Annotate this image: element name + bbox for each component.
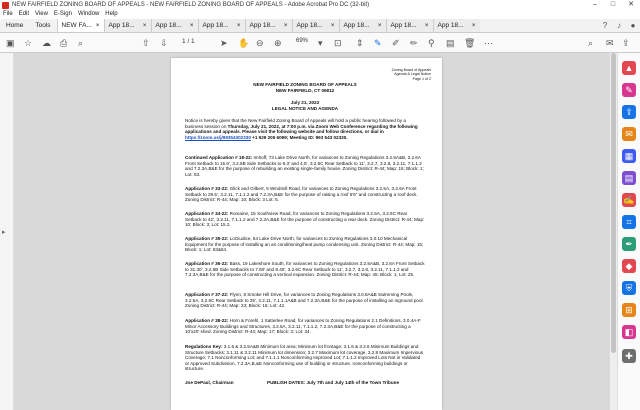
corner-line: Zoning Board of Appeals xyxy=(391,68,431,72)
zoom-out-icon[interactable]: ⊖ xyxy=(256,38,264,48)
more-icon[interactable]: ⋯ xyxy=(484,38,493,48)
close-tab-icon[interactable]: × xyxy=(283,22,288,29)
intro-dial-text: +1 929 205 6099; Meeting ID: 993 543 02330. xyxy=(250,134,348,140)
close-tab-icon[interactable]: × xyxy=(236,22,241,29)
page-current[interactable]: 1 xyxy=(182,38,186,45)
doc-tab[interactable] xyxy=(151,19,198,32)
tag-icon[interactable]: ⌕ xyxy=(588,38,594,48)
draw-icon[interactable]: ✏ xyxy=(410,38,418,48)
expand-left-panel-icon[interactable]: ▸ xyxy=(2,229,6,236)
comment-icon[interactable]: ✎ xyxy=(374,38,382,48)
corner-line: Agenda & Legal Notice xyxy=(394,72,431,77)
application-body: Romaine, 15 Southview Road, for variances to Zoning Regulations 3.2.5A, 3.2.6C Rear Setback to 42', 3.2.11, 7.1.1.2 and 7.2.3A,B&E for the purpose of constructing a rear deck. Zoning District: R-44; Map: 10; Block: 3; Lot: 15.2. xyxy=(185,211,425,228)
fill-sign-icon[interactable]: ✒ xyxy=(622,237,636,251)
main-toolbar xyxy=(0,33,640,53)
compress-pdf-icon[interactable]: ◆ xyxy=(622,259,636,273)
comment-tool-icon[interactable]: ✉ xyxy=(622,127,636,141)
doc-tab-active[interactable] xyxy=(57,19,104,32)
menu-help[interactable]: Help xyxy=(105,11,118,17)
doc-tab-label: App 18... xyxy=(390,22,417,29)
measure-icon[interactable]: ⊞ xyxy=(622,303,636,317)
page-number[interactable] xyxy=(182,38,195,45)
tab-tools[interactable]: Tools xyxy=(35,22,51,29)
zoom-meeting-link[interactable]: https://zoom.us/j/99354302330 xyxy=(185,134,251,140)
application-heading: Application # 34-22: xyxy=(185,211,229,216)
application-body: Imhoff, 73 Lake Drive North, for variances to Zoning Regulations 3.2.5A&B, 3.2.6A Front Setback to 15.6', 3.2.6B Side Setbacks to 9.3' and 4.5', 3.2.6C Rear Setback to 11', 3.2.7, 3.2.8, 3.2.11, 7.1.1.2 and 7.2.3A,B&E for the purpose of rebuilding an existing single-family house. Zoning District: R-44; Map: 15; Block: 1; Lot: 53. xyxy=(185,155,424,177)
close-tab-icon[interactable]: × xyxy=(189,22,194,29)
window-titlebar xyxy=(0,0,640,10)
doc-tab-label: App 18... xyxy=(343,22,370,29)
select-cursor-icon[interactable]: ➤ xyxy=(220,38,228,48)
bookmark-star-icon[interactable]: ☆ xyxy=(24,38,33,48)
page-corner-header xyxy=(371,68,431,81)
intro-text: Notice is hereby given that the New Fairfield Zoning Board of Appeals will hold a public hearing followed by a business session on xyxy=(185,118,406,129)
close-tab-icon[interactable]: × xyxy=(377,22,382,29)
doc-tab[interactable] xyxy=(104,19,151,32)
window-title: NEW FAIRFIELD ZONING BOARD OF APPEALS - NEW FAIRFIELD ZONING BOARD OF APPEALS - Adobe Acrobat Pro DC (32-bit) xyxy=(12,2,370,8)
upload-cloud-icon[interactable]: ☁ xyxy=(42,38,51,48)
application-body: LoGiudice, 54 Lake Drive North, for variances to Zoning Regulations 3.0.10 Mechanical Equipment for the purpose of installing an air conditioning/heat pump condensing unit. Zoning District: R-44; Map: 15; Block: 1; Lot: 63&64. xyxy=(185,236,424,253)
application-paragraph xyxy=(185,155,425,177)
doc-subtitle: LEGAL NOTICE AND AGENDA xyxy=(271,106,339,111)
more-tools-icon[interactable]: ✚ xyxy=(622,349,636,363)
maximize-icon[interactable]: □ xyxy=(610,1,616,8)
email-icon[interactable]: ✉ xyxy=(606,38,614,48)
page-total: / 1 xyxy=(187,38,195,45)
stamp-icon[interactable]: ⚲ xyxy=(428,38,435,48)
doc-date: July 21, 2022 xyxy=(290,100,320,105)
close-tab-icon[interactable]: × xyxy=(424,22,429,29)
publish-dates: PUBLISH DATES: July 7th and July 14th of the Town Tribune xyxy=(267,380,400,385)
close-tab-icon[interactable]: × xyxy=(330,22,335,29)
doc-tab-label: App 18... xyxy=(155,22,182,29)
close-tab-icon[interactable]: × xyxy=(471,22,476,29)
combine-files-icon[interactable]: ▦ xyxy=(622,149,636,163)
menu-file[interactable]: File xyxy=(3,11,13,17)
application-heading: Application # 37-22: xyxy=(185,292,229,297)
delete-icon[interactable]: 🗑 xyxy=(464,38,476,48)
zoom-level[interactable]: 69% xyxy=(296,38,309,44)
menu-window[interactable]: Window xyxy=(77,11,100,17)
search-icon[interactable]: ⌕ xyxy=(78,38,84,48)
left-panel xyxy=(0,53,14,410)
page-down-icon[interactable]: ⇩ xyxy=(160,38,168,48)
application-heading: Application # 35-22: xyxy=(185,236,229,241)
doc-tab[interactable] xyxy=(433,19,480,32)
highlight-pen-icon[interactable]: ✐ xyxy=(392,38,400,48)
application-heading: Application # 36-22: xyxy=(185,261,229,266)
close-tab-icon[interactable]: × xyxy=(95,22,100,29)
application-body: Horn & Forehl, 1 Satterlee Road, for variances to Zoning Regulations 2.1 Definitions, 3.0.4A-F Minor Accessory Buildings and Structures, 3.2.5A, 3.2.11, 7.1.1.2, 7.2.3A,B&E for the purpose of constructing a 10'x20' shed. Zoning District: R-44; Map: 17; Block: 3; Lot: 34. xyxy=(185,318,421,335)
bell-icon[interactable]: ♪ xyxy=(617,21,621,30)
tab-bar-actions xyxy=(598,19,640,32)
regulations-body: 3.1.5 & 3.2.5A&B Minimum lot area; Minimum lot frontage; 3.1.6 & 3.2.6 Minimum Buildings and Structure Setbacks; 3.1.11 & 3.2.11 Minimum lot dimension; 3.2.7 Maximum lot coverage, 3.2.8 Maximum Impervious Coverage; 7.1 Nonconforming Lot; and 7.1.1.1 Nonconforming Improved Lot; 7.1.1.2 Improved Lots Not in Validated or Approved Subdivision, 7.2.3A,B,&E Nonconforming use of building or structure, nonconforming buildings or structure. xyxy=(185,344,424,372)
save-icon[interactable]: ▣ xyxy=(6,38,15,48)
minimize-icon[interactable]: – xyxy=(593,1,597,8)
pdf-page xyxy=(171,58,442,410)
menu-view[interactable]: View xyxy=(35,11,48,17)
doc-tab[interactable] xyxy=(339,19,386,32)
menu-esign[interactable]: E-Sign xyxy=(53,11,72,17)
doc-tab-label: App 18... xyxy=(202,22,229,29)
application-body: Bass, 19 Lakeshore South, for variances to Zoning Regulations 3.2.5A&B, 3.2.6A Front Setback to 31.30', 3.2.6B Side Setbacks to 7.80' and 9.40', 3.2.6C Rear Setback to 11', 3.2.7, 3.2.8, 3.2.11, 7.1.1.2 and 7.2.3A,B&E for the purpose of constructing a vertical expansion. Zoning District: R-44; Map: 45; Block: 1; Lot: 25. xyxy=(185,261,425,278)
application-paragraph xyxy=(185,186,425,203)
doc-tab-label: App 18... xyxy=(437,22,464,29)
right-tools-rail xyxy=(617,53,640,410)
doc-tab[interactable] xyxy=(386,19,433,32)
window-controls xyxy=(586,0,640,10)
application-heading: Application # 38-22: xyxy=(185,318,229,323)
menu-edit[interactable]: Edit xyxy=(18,11,30,17)
application-heading: Continued Application # 18-22: xyxy=(185,155,253,160)
intro-bold-text: Thursday, July 21, 2022, at 7:00 p.m. via Zoom Web Conference regarding the following applications and appeals. Please visit the following website and follow directions, or dial in xyxy=(185,123,418,135)
doc-tab[interactable] xyxy=(198,19,245,32)
application-paragraph xyxy=(185,261,425,278)
create-pdf-icon[interactable]: ▲ xyxy=(622,61,636,75)
doc-title: NEW FAIRFIELD ZONING BOARD OF APPEALS xyxy=(253,82,357,87)
protect-icon[interactable]: ⛨ xyxy=(622,281,636,295)
page-up-icon[interactable]: ⇧ xyxy=(142,38,150,48)
redact-icon[interactable]: ▤ xyxy=(446,38,455,48)
zoom-in-icon[interactable]: ⊕ xyxy=(274,38,282,48)
doc-tab[interactable] xyxy=(292,19,339,32)
regulations-heading: Regulations Key: xyxy=(185,344,223,349)
close-icon[interactable]: ✕ xyxy=(628,1,634,8)
application-heading: Application # 33-22: xyxy=(185,186,229,191)
tab-bar xyxy=(0,19,640,33)
scroll-mode-icon[interactable]: ⇕ xyxy=(356,38,364,48)
doc-tab-label: App 18... xyxy=(108,22,135,29)
application-paragraph xyxy=(185,236,425,253)
application-paragraph xyxy=(185,211,425,228)
corner-line: Page 1 of 2 xyxy=(412,76,431,81)
organize-pages-icon[interactable]: ▤ xyxy=(622,171,636,185)
hand-tool-icon[interactable]: ✋ xyxy=(238,38,250,48)
chairman-signature: Joe DePaul, Chairman xyxy=(185,380,234,385)
application-paragraph xyxy=(185,292,425,309)
tab-home[interactable]: Home xyxy=(6,22,24,29)
doc-location: NEW FAIRFIELD, CT 06812 xyxy=(275,88,335,93)
doc-tab-label: App 18... xyxy=(296,22,323,29)
zoom-dropdown-icon[interactable]: ▾ xyxy=(318,38,323,48)
application-body: Glick and Gilbert, 5 Windmill Road, for variances to Zoning Regulations 3.2.5A, 3.2.6A Front Setback to 29.5', 3.2.11, 7.1.1.2 and 7.2.3A,B&E for the purpose of raising a roof 5'6" and constructing a roof deck. Zoning District: R-44; Map: 10; Block: 3 Lot: 5. xyxy=(185,186,418,203)
application-body: Flynn, 8 Smoke Hill Drive, for variances to Zoning Regulations 3.0.8A&B Swimming Pools, 3.2.5A, 3.2.6C Rear Setback to 25', 3.2.11, 7.1.1.1A&B and 7.2.3A,B&E for the purpose of installing an inground pool. Zoning District: R-44; Map: 23; Block: 16; Lot: 42. xyxy=(185,292,424,309)
menu-bar xyxy=(0,10,640,19)
help-icon[interactable]: ? xyxy=(602,21,608,30)
fit-page-icon[interactable]: ⊡ xyxy=(334,38,342,48)
scan-ocr-icon[interactable]: ⌗ xyxy=(622,215,636,229)
avatar-icon[interactable]: ● xyxy=(630,21,636,30)
print-icon[interactable]: ⎙ xyxy=(60,38,68,48)
edit-pdf-icon[interactable]: ✎ xyxy=(622,83,636,97)
share-icon[interactable]: ⇪ xyxy=(622,38,630,48)
regulations-key xyxy=(185,344,425,372)
doc-tab-label: NEW FA... xyxy=(61,22,92,29)
doc-tab-label: App 18... xyxy=(249,22,276,29)
acrobat-logo-icon xyxy=(2,2,9,9)
signature-line xyxy=(185,380,425,386)
application-paragraph xyxy=(185,318,425,335)
close-tab-icon[interactable]: × xyxy=(142,22,147,29)
export-pdf-icon[interactable]: ⇪ xyxy=(622,105,636,119)
prepare-form-icon[interactable]: ◧ xyxy=(622,325,636,339)
vertical-scrollbar[interactable] xyxy=(610,53,617,410)
doc-tab[interactable] xyxy=(245,19,292,32)
request-esign-icon[interactable]: ✍ xyxy=(623,195,635,205)
scrollbar-thumb[interactable] xyxy=(611,53,616,353)
intro-paragraph xyxy=(185,118,425,140)
